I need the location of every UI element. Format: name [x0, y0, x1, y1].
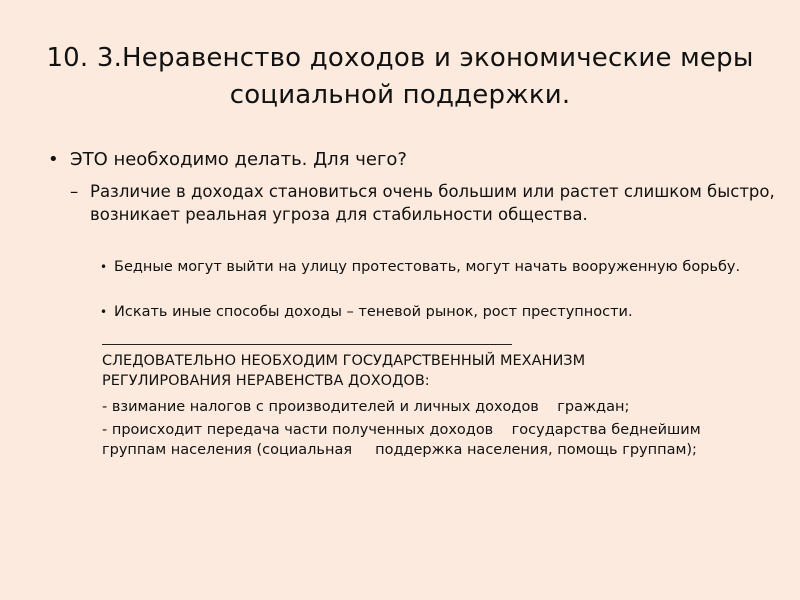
bullet-marker: •: [100, 305, 108, 319]
bullet-level1: [48, 148, 790, 172]
bullet-level3-shadow-market: [100, 302, 774, 322]
bullet-level2: [70, 180, 780, 226]
divider-line: [102, 344, 512, 345]
conclusion-heading: СЛЕДОВАТЕЛЬНО НЕОБХОДИМ ГОСУДАРСТВЕННЫЙ МЕХАНИЗМ РЕГУЛИРОВАНИЯ НЕРАВЕНСТВА ДОХОДОВ:: [102, 353, 590, 389]
conclusion-item-taxes: - взимание налогов с производителей и личных доходов граждан;: [102, 399, 630, 415]
bullet-marker: •: [48, 149, 59, 170]
bullet-text: Бедные могут выйти на улицу протестовать, могут начать вооруженную борьбу.: [114, 259, 741, 275]
bullet-marker: •: [100, 260, 108, 274]
dash-marker: –: [70, 182, 79, 201]
bullet-text: ЭТО необходимо делать. Для чего?: [70, 149, 407, 170]
bullet-level3-protest: [100, 257, 774, 277]
bullet-text: Искать иные способы доходы – теневой рынок, рост преступности.: [114, 304, 633, 320]
slide-title: 10. 3.Неравенство доходов и экономические меры социальной поддержки.: [46, 43, 754, 110]
bullet-text: Различие в доходах становиться очень большим или растет слишком быстро, возникает реальная угроза для стабильности общества.: [90, 182, 775, 224]
conclusion-item-transfers: - происходит передача части полученных доходов государства беднейшим группам населения (социальная поддержка населения, помощь группам);: [102, 422, 706, 458]
